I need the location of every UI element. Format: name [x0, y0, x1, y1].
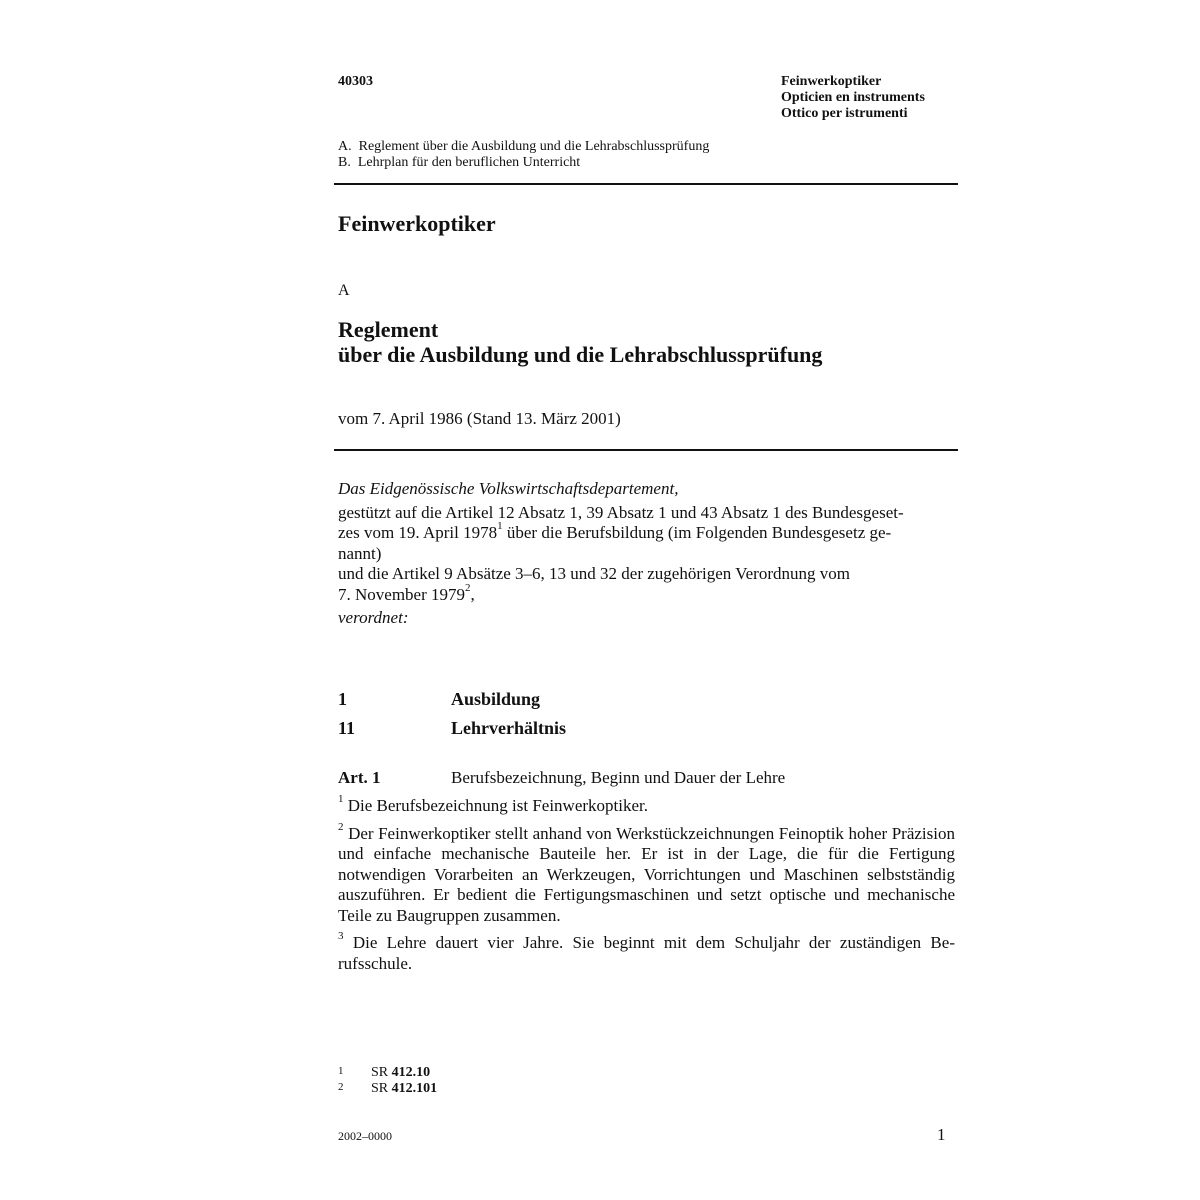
- article-paragraph: $^3$ Die Lehre dauert vier Jahre. Sie beginnt mit dem Schuljahr der zuständigen Berufsschule.: [338, 930, 955, 973]
- section-heading: [338, 689, 958, 710]
- contents-item-a: A. Reglement über die Ausbildung und die Lehrabschlussprüfung: [338, 139, 710, 154]
- issue-date: vom 7. April 1986 (Stand 13. März 2001): [338, 409, 621, 428]
- preamble-basis-2: und die Artikel 9 Absätze 3–6, 13 und 32 der zugehörigen Verordnung vom 7. November 1979$^2$,: [338, 564, 850, 604]
- article-title: Berufsbezeichnung, Beginn und Dauer der Lehre: [451, 768, 786, 787]
- contents-list: [338, 139, 709, 171]
- preamble-verb: verordnet:: [338, 608, 409, 627]
- divider: [334, 183, 958, 185]
- page-number: 1: [937, 1125, 946, 1144]
- article-paragraph: $^1$ Die Berufsbezeichnung ist Feinwerkoptiker.: [338, 793, 649, 815]
- reglement-title-line1: Reglement: [338, 317, 439, 342]
- article-heading: [338, 768, 785, 788]
- document-page: [338, 0, 958, 1200]
- section-title: Ausbildung: [451, 689, 541, 709]
- article-label: Art. 1: [338, 768, 381, 787]
- title-italian: Ottico per istrumenti: [781, 106, 908, 121]
- header-titles: [781, 74, 925, 122]
- preamble: [338, 479, 948, 629]
- footnote: $^2$ SR 412.101: [338, 1081, 438, 1096]
- article-paragraph: $^2$ Der Feinwerkoptiker stellt anhand von Werkstückzeichnungen Feinoptik hoher Präzision und einfache mechanische Bauteile her. Er ist in der Lage, die für die Fertigung notwendigen Vorarbeiten an Werkzeugen, Vorrichtungen und Maschinen selbstständig auszuführen. Er bedient die Fertigungsmaschinen und setzt optische und mechanische Teile zu Baugruppen zusammen.: [338, 820, 955, 925]
- reglement-title-line2: über die Ausbildung und die Lehrabschlussprüfung: [338, 342, 823, 367]
- footer-code: 2002–0000: [338, 1129, 392, 1143]
- title-french: Opticien en instruments: [781, 90, 925, 105]
- subsection-heading: [338, 718, 958, 739]
- section-title: Lehrverhältnis: [451, 718, 566, 738]
- page-title: Feinwerkoptiker: [338, 211, 496, 236]
- document-number: 40303: [338, 74, 373, 89]
- footnote-ref-1[interactable]: 1: [497, 520, 503, 532]
- article-body: [338, 793, 955, 981]
- divider: [334, 449, 958, 451]
- reglement-title: [338, 317, 822, 367]
- preamble-authority: Das Eidgenössische Volkswirtschaftsdepartement,: [338, 479, 679, 498]
- section-number: 11: [338, 718, 356, 738]
- part-letter: A: [338, 282, 350, 299]
- preamble-basis-1: gestützt auf die Artikel 12 Absatz 1, 39 Absatz 1 und 43 Absatz 1 des Bundesgeset- zes vom 19. April 1978$^1$ über die Berufsbildung (im Folgenden Bundesgesetz ge- nannt): [338, 502, 904, 563]
- footnote: $^1$ SR 412.10: [338, 1065, 431, 1080]
- footnote-ref-2[interactable]: 2: [465, 581, 471, 594]
- contents-item-b: B. Lehrplan für den beruflichen Unterricht: [338, 155, 581, 170]
- title-german: Feinwerkoptiker: [781, 74, 882, 89]
- section-number: 1: [338, 689, 347, 709]
